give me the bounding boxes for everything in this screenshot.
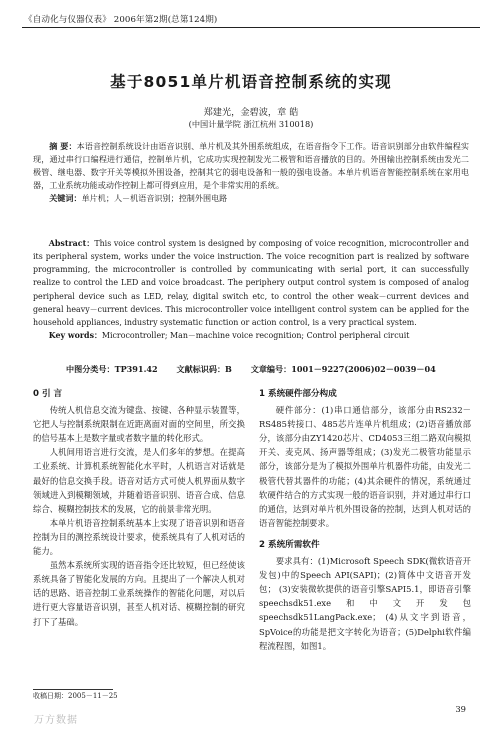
document-code: 文献标识码：B: [176, 364, 232, 374]
page-number: 39: [455, 704, 466, 714]
right-column: [259, 387, 471, 653]
classification-line: [66, 364, 452, 375]
intro-paragraph-3: 本单片机语音控制系统基本上实现了语音识别和语音控制为目的测控系统设计要求，使系统具有了人机对话的能力。: [33, 517, 245, 557]
abstract-zh-text: 本语音控制系统设计由语音识别、单片机及其外围系统组成，在语音指令下工作。语音识别部分由软件编程实现，通过串行口编程进行通信，控制单片机，它成功实现控制发光二极管和语音播放的目的。外围输出控制系统由发光二极管、继电器、数字开关等模拟外围设备，控制其它的弱电设备和一般的强电设备。本单片机语音智能控制系统在家用电器，工业系统功能或动作控制上都可得到应用，是个非常实用的系统。: [33, 141, 469, 190]
received-date-footnote: 收稿日期：2005－11－25: [33, 692, 118, 700]
section-1-heading: 1 系统硬件部分构成: [259, 389, 337, 399]
intro-paragraph-1: 传统人机信息交流为键盘、按键、各种显示装置等，它把人与控制系统限制在近距离面对面的空间里，所交换的信号基本上是数字量或者数字量的转化形式。: [33, 405, 245, 444]
intro-heading: 0 引 言: [33, 389, 63, 399]
keywords-zh-text: 单片机；人－机语音识别；控制外围电路: [81, 193, 228, 203]
left-column: [33, 387, 245, 629]
keywords-en-text: Microcontroller; Man－machine voice recognition; Control peripheral circuit: [101, 331, 410, 341]
abstract-en-text: This voice control system is designed by composing of voice recognition, microcontroller and its peripheral system, works under the voice instruction. The voice recognition part is realized by software programming, the microcontroller is controlled by communicating with serial port, it can successfully realize to control the LED and voice broadcast. The periphery output control system is composed of analog peripheral device such as LED, relay, digital switch etc, to control the other weak－current devices and general heavy－current devices. This microcontroller voice intelligent control system can be applied for the household appliances, industry systematic function or action control, is a very practical system.: [33, 239, 470, 327]
abstract-zh-label: 摘 要：: [49, 141, 77, 151]
section-2-paragraph: 要求具有：(1)Microsoft Speech SDK(微软语音开发包)中的Speech API(SAPI)；(2)简体中文语音开发包； (3)安装微软提供的语音引擎SAPI5.1，即语音引擎speechsdk51.exe和中文开发包speechsdk51LangPack.exe； (4)从文字到语音，SpVoice的功能是把文字转化为语音；(5)Delphi软件编程流程图，如图1。: [259, 556, 471, 651]
section-2-heading: 2 系统所需软件: [259, 539, 320, 550]
paper-title: 基于8051单片机语音控制系统的实现: [110, 73, 392, 91]
footnote-rule: [33, 689, 113, 690]
intro-paragraph-2: 人机间用语言进行交流，是人们多年的梦想。在提高工业系统、计算机系统智能化水平时，人机语言对话就是最好的信息交换手段。语音对话方式可使人机界面从数字领域进入到模糊领域，并随着语音识别、语音合成、信息综合、模糊控制技术的发展，它的前景非常光明。: [33, 447, 245, 514]
intro-paragraph-4: 虽然本系统所实现的语音指令还比较短，但已经使该系统具备了智能化发展的方向。且提出了一个解决人机对话的思路、语音控制工业系统操作的智能化问题，对以后进行更大容量语音识别，甚至人机对话、模糊控制的研究打下了基础。: [33, 560, 245, 627]
affiliation: (中国计量学院 浙江杭州 310018): [188, 119, 314, 129]
watermark: 万方数据: [34, 715, 78, 726]
clc-number: 中图分类号：TP391.42: [66, 364, 158, 374]
keywords-zh-label: 关键词：: [49, 193, 82, 203]
abstract-zh: [33, 140, 469, 192]
keywords-en-label: Key words：: [48, 331, 102, 341]
keywords-en: [33, 329, 469, 342]
abstract-en: [33, 237, 469, 329]
keywords-zh: [33, 192, 469, 205]
abstract-en-block: [33, 237, 469, 342]
abstract-en-label: Abstract：: [48, 239, 95, 248]
abstract-zh-block: [33, 140, 469, 205]
article-number: 文章编号：1001－9227(2006)02－0039－04: [250, 364, 436, 374]
authors: 郑建光，金碧波，章 皓: [203, 107, 299, 118]
section-1-paragraph: 硬件部分：(1)串口通信部分，该部分由RS232－RS485转接口、485芯片连单片机组成；(2)语音播放部分，该部分由ZY1420芯片、CD4053三组二路双向模拟开关、麦克风、扬声器等组成；(3)发光二极管功能显示部分，该部分是为了模拟外围单片机器件功能，由发光二极管代替其器件的功能；(4)其余硬件的情况，系统通过软硬件结合的方式实现一般的语音识别，并对通过串行口的通信，达到对单片机外围设备的控制，达到人机对话的语音智能控制要求。: [259, 405, 471, 528]
running-header: 《自动化与仪器仪表》 2006年第2期(总第124期): [24, 15, 218, 25]
header-rule: [22, 27, 480, 28]
